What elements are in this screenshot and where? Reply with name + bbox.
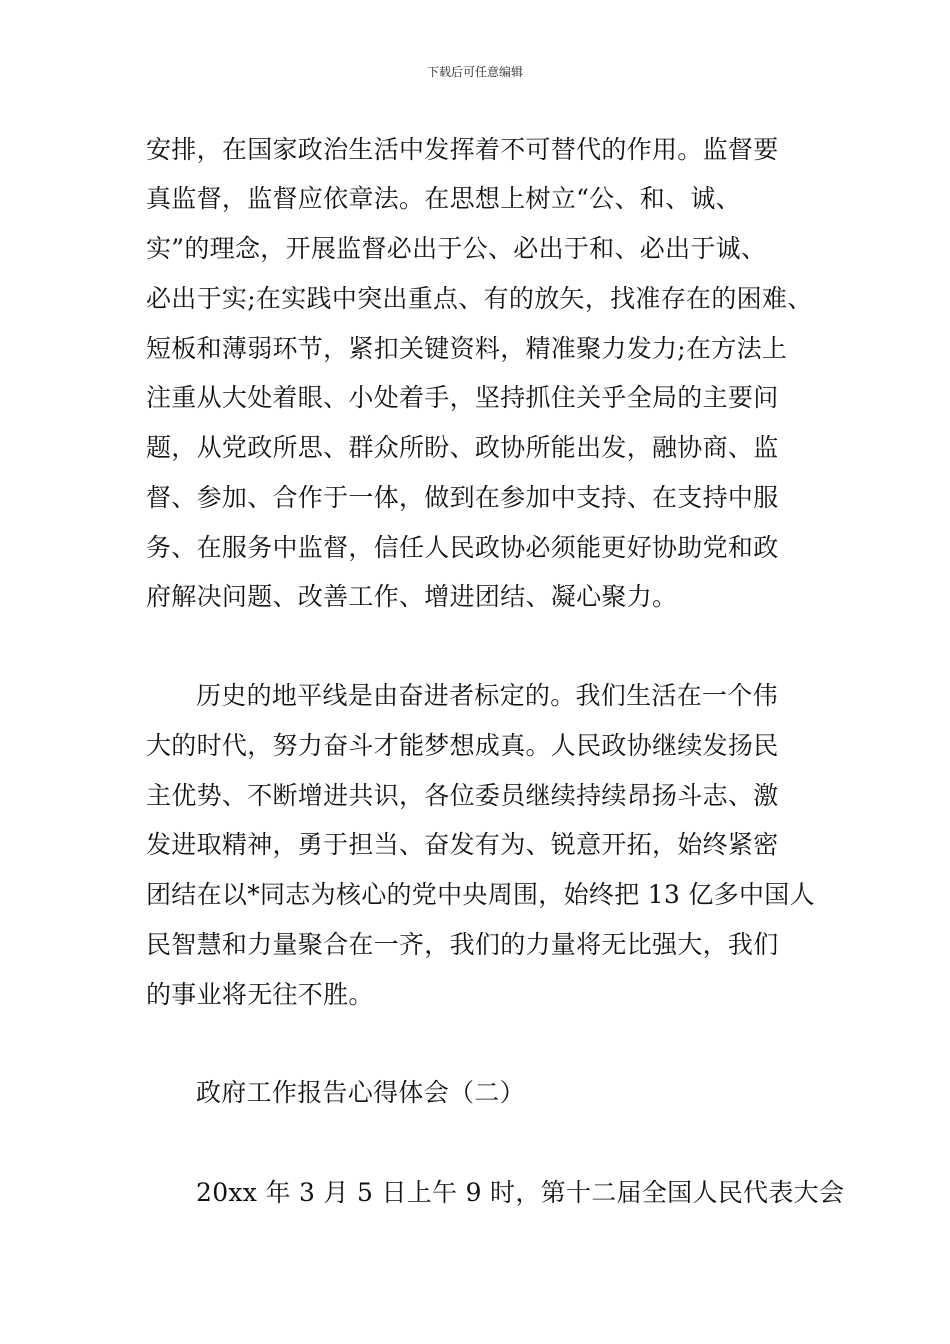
text-line: 实”的理念，开展监督必出于公、必出于和、必出于诚、 (146, 234, 767, 263)
text-line: 必出于实;在实践中突出重点、有的放矢，找准存在的困难、 (146, 284, 813, 313)
page-header: 下载后可任意编辑 (426, 65, 523, 79)
text-line: 务、在服务中监督，信任人民政协必须能更好协助党和政 (146, 533, 779, 562)
text-line: 府解决问题、改善工作、增进团结、凝心聚力。 (146, 582, 678, 611)
text-line: 的事业将无往不胜。 (146, 980, 374, 1009)
text-line: 题，从党政所思、群众所盼、政协所能出发，融协商、监 (146, 433, 779, 462)
text-line: 20xx 年 3 月 5 日上午 9 时，第十二届全国人民代表大会 (196, 1178, 845, 1207)
text-line: 发进取精神，勇于担当、奋发有为、锐意开拓，始终紧密 (146, 830, 779, 859)
text-line: 安排，在国家政治生活中发挥着不可替代的作用。监督要 (146, 135, 779, 164)
text-line: 真监督，监督应依章法。在思想上树立“公、和、诚、 (146, 184, 741, 213)
text-line: 大的时代，努力奋斗才能梦想成真。人民政协继续发扬民 (146, 731, 779, 760)
section-title: 政府工作报告心得体会（二） (196, 1078, 525, 1107)
text-line: 短板和薄弱环节，紧扣关键资料，精准聚力发力;在方法上 (146, 334, 788, 363)
text-line: 民智慧和力量聚合在一齐，我们的力量将无比强大，我们 (146, 930, 779, 959)
text-line: 历史的地平线是由奋进者标定的。我们生活在一个伟 (196, 681, 778, 710)
text-line: 督、参加、合作于一体，做到在参加中支持、在支持中服 (146, 483, 779, 512)
text-line: 注重从大处着眼、小处着手，坚持抓住关乎全局的主要问 (146, 383, 779, 412)
text-line: 主优势、不断增进共识，各位委员继续持续昂扬斗志、激 (146, 781, 779, 810)
text-line: 团结在以*同志为核心的党中央周围，始终把 13 亿多中国人 (146, 880, 815, 909)
